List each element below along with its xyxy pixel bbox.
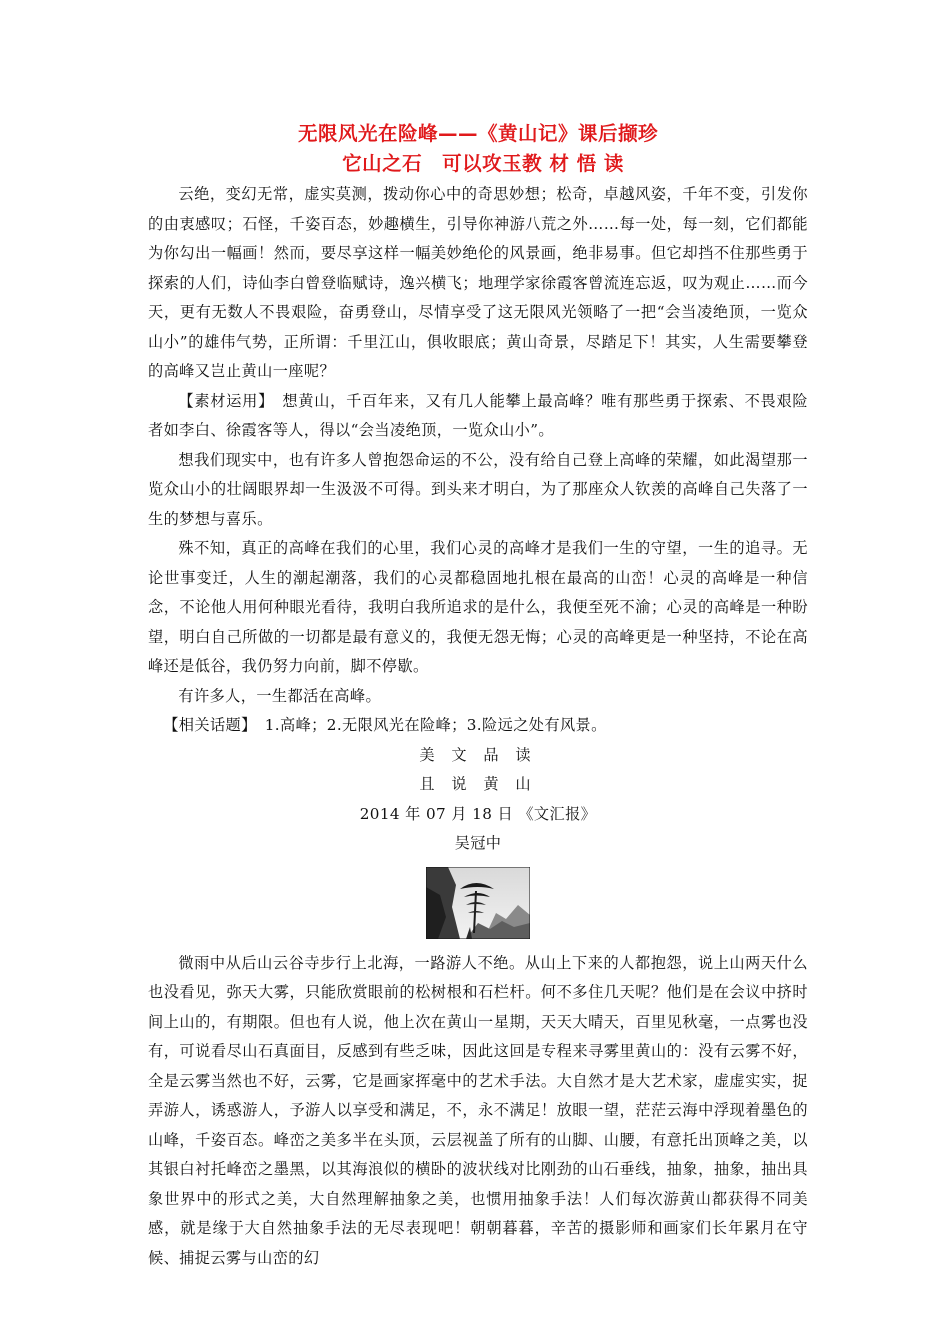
photo-container (148, 867, 808, 939)
article-date-source: 2014 年 07 月 18 日 《文汇报》 (359, 804, 597, 823)
article-title: 且 说 黄 山 (419, 775, 537, 793)
article-author: 吴冠中 (454, 834, 502, 852)
landscape-photo-icon (426, 867, 530, 939)
section-label: 美 文 品 读 (419, 745, 537, 764)
reflection-paragraph: 想我们现实中，也有许多人曾抱怨命运的不公，没有给自己登上高峰的荣耀，如此渴望那一览众山小的壮阔眼界却一生汲汲不可得。到头来才明白，为了那座众人钦羡的高峰自己失落了一生的梦想与喜乐。 (148, 450, 808, 528)
material-usage-paragraph: 【素材运用】 想黄山，千百年来，又有几人能攀上最高峰？唯有那些勇于探索、不畏艰险者如李白、徐霞客等人，得以“会当凌绝顶，一览众山小”。 (148, 391, 808, 439)
related-topics-paragraph: 【相关话题】 1.高峰；2.无限风光在险峰；3.险远之处有风景。 (163, 716, 607, 734)
article-body: 微雨中从后山云谷寺步行上北海，一路游人不绝。从山上下来的人都抱怨，说上山两天什么也没看见，弥天大雾，只能欣赏眼前的松树根和石栏杆。何不多住几天呢？他们是在会议中挤时间上山的，有期限。但也有人说，他上次在黄山一星期，天天大晴天，百里见秋毫，一点雾也没有，可说看尽山石真面目，反感到有些乏味，因此这回是专程来寻雾里黄山的：没有云雾不好，全是云雾当然也不好，云雾，它是画家挥毫中的艺术手法。大自然才是大艺术家，虚虚实实，捉弄游人，诱惑游人，予游人以享受和满足，不，永不满足！放眼一望，茫茫云海中浮现着墨色的山峰，千姿百态。峰峦之美多半在头顶，云层视盖了所有的山脚、山腰，有意托出顶峰之美，以其银白衬托峰峦之墨黑，以其海浪似的横卧的波状线对比刚劲的山石垂线，抽象，抽象，抽出具象世界中的形式之美，大自然理解抽象之美，也惯用抽象手法！人们每次游黄山都获得不同美感，就是缘于大自然抽象手法的无尽表现吧！朝朝暮暮，辛苦的摄影师和画家们长年累月在守候、捕捉云雾与山峦的幻 (148, 953, 808, 1267)
heart-peak-paragraph: 殊不知，真正的高峰在我们的心里，我们心灵的高峰才是我们一生的守望，一生的追寻。无论世事变迁，人生的潮起潮落，我们的心灵都稳固地扎根在最高的山峦！心灵的高峰是一种信念，不论他人用何种眼光看待，我明白我所追求的是什么，我便至死不渝；心灵的高峰是一种盼望，明白自己所做的一切都是最有意义的，我便无怨无悔；心灵的高峰更是一种坚持，不论在高峰还是低谷，我仍努力向前，脚不停歇。 (148, 539, 808, 675)
document-page (148, 118, 808, 1273)
section-heading: 它山之石 可以攻玉教 材 悟 读 (342, 152, 624, 175)
short-paragraph: 有许多人，一生都活在高峰。 (178, 686, 382, 705)
document-title: 无限风光在险峰——《黄山记》课后撷珍 (297, 122, 658, 145)
intro-paragraph: 云绝，变幻无常，虚实莫测，拨动你心中的奇思妙想；松奇，卓越风姿，千年不变，引发你的由衷感叹；石怪，千姿百态，妙趣横生，引导你神游八荒之外……每一处，每一刻，它们都能为你勾出一幅画！然而，要尽享这样一幅美妙绝伦的风景画，绝非易事。但它却挡不住那些勇于探索的人们，诗仙李白曾登临赋诗，逸兴横飞；地理学家徐霞客曾流连忘返，叹为观止……而今天，更有无数人不畏艰险，奋勇登山，尽情享受了这无限风光领略了一把“会当凌绝顶，一览众山小”的雄伟气势，正所谓：千里江山，俱收眼底；黄山奇景，尽踏足下！其实，人生需要攀登的高峰又岂止黄山一座呢？ (148, 185, 808, 380)
